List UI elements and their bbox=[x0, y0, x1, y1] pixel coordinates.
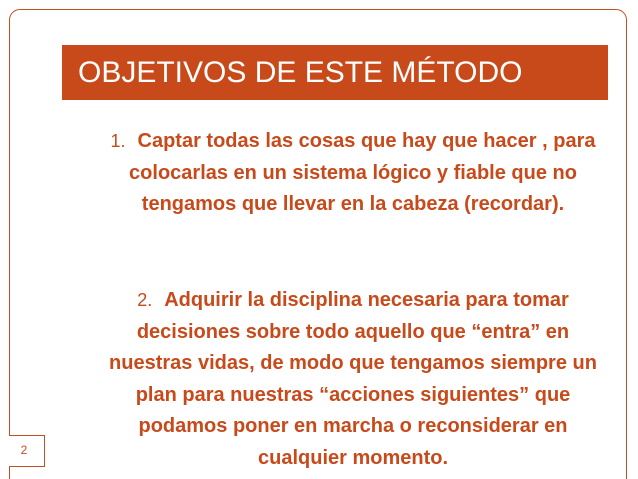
list-item-number: 2. bbox=[137, 290, 153, 310]
list-item-2 bbox=[98, 285, 608, 474]
slide-title: OBJETIVOS DE ESTE MÉTODO bbox=[78, 56, 523, 89]
list-item-text: Adquirir la disciplina necesaria para tomar decisiones sobre todo aquello que “entra” en nuestras vidas, de modo que tengamos siempre un plan para nuestras “acciones siguientes” que podamos poner en marcha o reconsiderar en cualquier momento. bbox=[109, 289, 597, 469]
page-number-box bbox=[9, 435, 45, 467]
list-item-1 bbox=[98, 126, 608, 221]
list-item-text: Captar todas las cosas que hay que hacer , para colocarlas en un sistema lógico y fiable que no tengamos que llevar en la cabeza (recordar). bbox=[129, 130, 596, 215]
page-number: 2 bbox=[20, 443, 28, 457]
list-item-number: 1. bbox=[110, 131, 126, 151]
title-bar bbox=[62, 45, 608, 100]
